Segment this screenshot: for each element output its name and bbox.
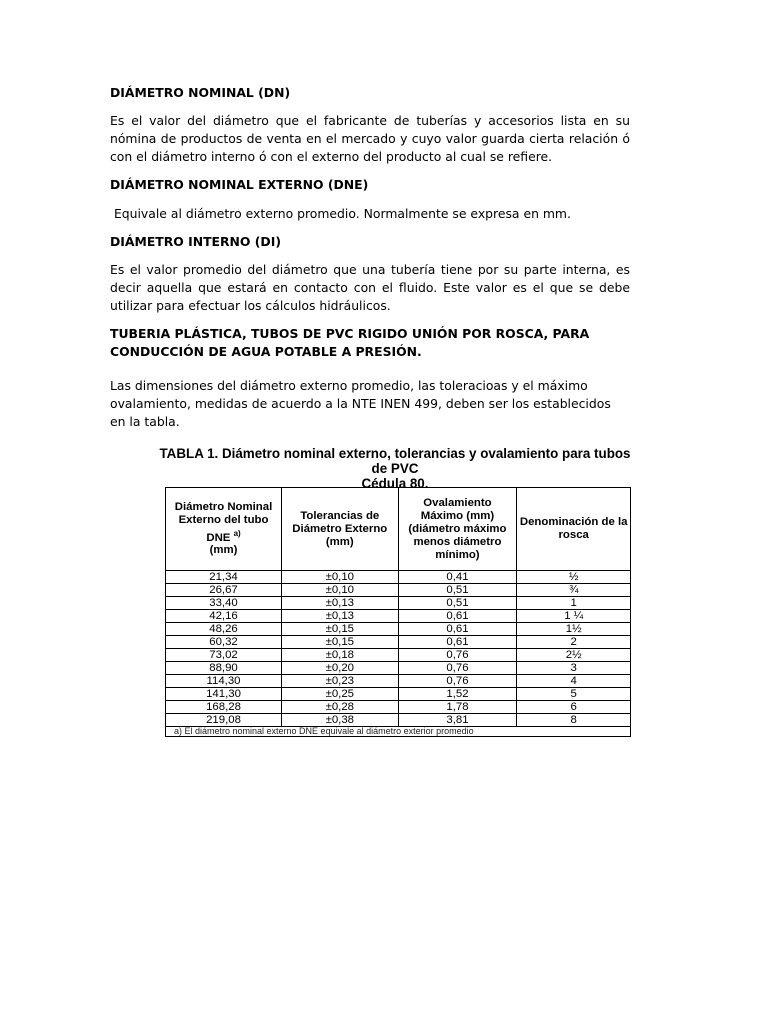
heading-diametro-interno: DIÁMETRO INTERNO (DI) (110, 234, 281, 249)
table-row (166, 688, 631, 701)
cell-dne: 42,16 (166, 610, 282, 623)
table-row (166, 662, 631, 675)
cell-ovalamiento: 0,76 (398, 675, 517, 688)
table-caption-line2: Cédula 80. (361, 476, 429, 491)
cell-rosca: 1 (517, 597, 631, 610)
dimensions-table (165, 487, 631, 737)
cell-tolerancia: ±0,15 (282, 623, 398, 636)
cell-tolerancia: ±0,25 (282, 688, 398, 701)
cell-dne: 33,40 (166, 597, 282, 610)
cell-ovalamiento: 0,51 (398, 597, 517, 610)
table-footnote: a) El diámetro nominal externo DNE equivale al diámetro exterior promedio (166, 727, 631, 737)
cell-dne: 60,32 (166, 636, 282, 649)
table-row (166, 636, 631, 649)
table-row (166, 649, 631, 662)
header-dne-footnote-mark: a) (233, 528, 241, 538)
table-caption-line1: TABLA 1. Diámetro nominal externo, tolerancias y ovalamiento para tubos de PVC (159, 446, 631, 476)
paragraph-diametro-nominal-externo: Equivale al diámetro externo promedio. Normalmente se expresa en mm. (110, 206, 571, 221)
cell-dne: 26,67 (166, 584, 282, 597)
table-row (166, 584, 631, 597)
cell-dne: 73,02 (166, 649, 282, 662)
table-row (166, 610, 631, 623)
cell-ovalamiento: 0,76 (398, 662, 517, 675)
cell-rosca: 2½ (517, 649, 631, 662)
cell-rosca: 8 (517, 714, 631, 727)
cell-tolerancia: ±0,28 (282, 701, 398, 714)
header-ovalamiento: Ovalamiento Máximo (mm) (diámetro máximo menos diámetro mínimo) (398, 488, 517, 571)
heading-diametro-nominal: DIÁMETRO NOMINAL (DN) (110, 85, 291, 100)
cell-ovalamiento: 3,81 (398, 714, 517, 727)
cell-dne: 168,28 (166, 701, 282, 714)
cell-dne: 48,26 (166, 623, 282, 636)
cell-rosca: ½ (517, 571, 631, 584)
paragraph-dimensiones: Las dimensiones del diámetro externo promedio, las toleracioas y el máximo ovalamiento, medidas de acuerdo a la NTE INEN 499, deben ser los establecidos en la tabla. (110, 378, 611, 429)
cell-dne: 21,34 (166, 571, 282, 584)
cell-ovalamiento: 0,76 (398, 649, 517, 662)
cell-tolerancia: ±0,10 (282, 584, 398, 597)
cell-tolerancia: ±0,18 (282, 649, 398, 662)
cell-rosca: 2 (517, 636, 631, 649)
table-row (166, 623, 631, 636)
paragraph-diametro-interno: Es el valor promedio del diámetro que una tubería tiene por su parte interna, es decir aquella que estará en contacto con el fluido. Este valor es el que se debe utilizar para efectuar los cálculos hidráulicos. (110, 262, 630, 313)
document-body (110, 84, 630, 431)
cell-rosca: 1½ (517, 623, 631, 636)
cell-rosca: 5 (517, 688, 631, 701)
cell-ovalamiento: 0,61 (398, 623, 517, 636)
cell-tolerancia: ±0,10 (282, 571, 398, 584)
table-figure (150, 446, 640, 736)
table-header-row (166, 488, 631, 571)
cell-dne: 141,30 (166, 688, 282, 701)
cell-rosca: ¾ (517, 584, 631, 597)
header-dne-text: Diámetro Nominal Externo del tubo DNE (174, 500, 273, 544)
cell-ovalamiento: 0,41 (398, 571, 517, 584)
table-row (166, 701, 631, 714)
cell-ovalamiento: 1,52 (398, 688, 517, 701)
header-tolerancias: Tolerancias de Diámetro Externo (mm) (282, 488, 398, 571)
heading-tuberia-pvc: TUBERIA PLÁSTICA, TUBOS DE PVC RIGIDO UNIÓN POR ROSCA, PARA CONDUCCIÓN DE AGUA POTABLE A PRESIÓN. (110, 326, 590, 359)
cell-tolerancia: ±0,20 (282, 662, 398, 675)
cell-ovalamiento: 0,51 (398, 584, 517, 597)
heading-diametro-nominal-externo: DIÁMETRO NOMINAL EXTERNO (DNE) (110, 177, 369, 192)
cell-tolerancia: ±0,13 (282, 597, 398, 610)
table-row (166, 571, 631, 584)
cell-rosca: 6 (517, 701, 631, 714)
cell-dne: 114,30 (166, 675, 282, 688)
table-row (166, 597, 631, 610)
cell-rosca: 4 (517, 675, 631, 688)
header-denominacion-rosca: Denominación de la rosca (517, 488, 631, 571)
cell-tolerancia: ±0,13 (282, 610, 398, 623)
cell-rosca: 1 ¼ (517, 610, 631, 623)
cell-ovalamiento: 0,61 (398, 636, 517, 649)
cell-tolerancia: ±0,15 (282, 636, 398, 649)
table-row (166, 675, 631, 688)
table-footnote-row (166, 727, 631, 737)
table-row (166, 714, 631, 727)
cell-dne: 219,08 (166, 714, 282, 727)
cell-tolerancia: ±0,23 (282, 675, 398, 688)
cell-ovalamiento: 0,61 (398, 610, 517, 623)
cell-dne: 88,90 (166, 662, 282, 675)
header-diametro-nominal-externo (166, 488, 282, 571)
paragraph-diametro-nominal: Es el valor del diámetro que el fabricante de tuberías y accesorios lista en su nómina de productos de venta en el mercado y cuyo valor guarda cierta relación ó con el diámetro interno ó con el externo del producto al cual se refiere. (110, 113, 630, 164)
cell-tolerancia: ±0,38 (282, 714, 398, 727)
cell-ovalamiento: 1,78 (398, 701, 517, 714)
header-dne-unit: (mm) (209, 544, 238, 557)
cell-rosca: 3 (517, 662, 631, 675)
